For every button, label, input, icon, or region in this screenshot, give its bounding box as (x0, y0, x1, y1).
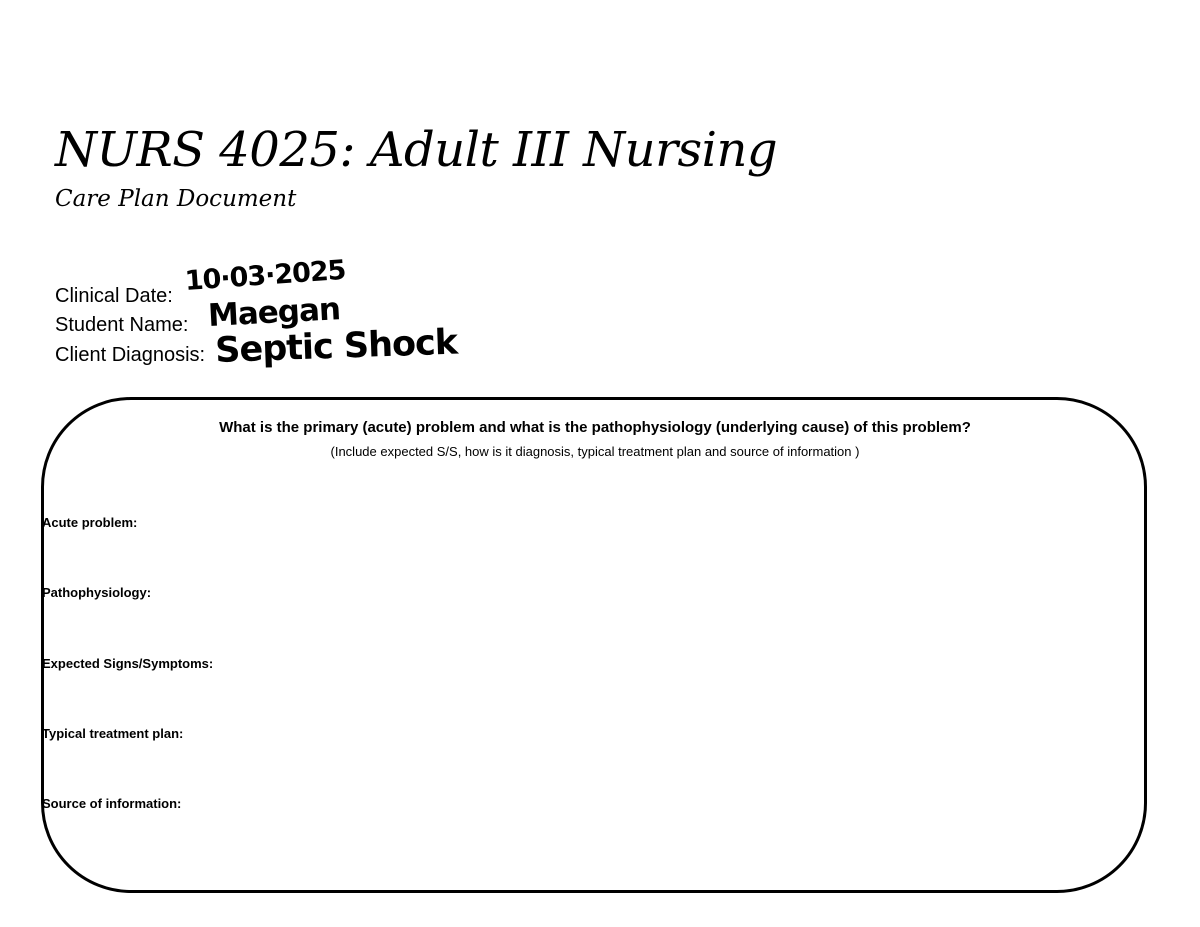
typical-treatment-plan-label: Typical treatment plan: (42, 726, 184, 741)
question-instructions: (Include expected S/S, how is it diagnosis, typical treatment plan and source of information ) (330, 444, 860, 459)
primary-problem-question: What is the primary (acute) problem and what is the pathophysiology (underlying cause) of this problem? (219, 419, 971, 436)
acute-problem-label: Acute problem: (42, 515, 138, 530)
student-name-handwritten-value: Maegan (207, 291, 341, 334)
expected-signs-symptoms-label: Expected Signs/Symptoms: (42, 656, 214, 671)
client-diagnosis-handwritten-value: Septic Shock (214, 322, 458, 371)
pathophysiology-label: Pathophysiology: (42, 585, 152, 600)
clinical-date-handwritten-value: 10·03·2025 (183, 254, 347, 297)
clinical-date-label: Clinical Date: (55, 285, 173, 307)
document-title: NURS 4025: Adult III Nursing (55, 122, 778, 178)
care-plan-box (41, 397, 1147, 893)
student-name-label: Student Name: (55, 314, 189, 336)
source-of-information-label: Source of information: (42, 796, 182, 811)
document-subtitle: Care Plan Document (55, 186, 297, 212)
client-diagnosis-label: Client Diagnosis: (55, 344, 206, 366)
